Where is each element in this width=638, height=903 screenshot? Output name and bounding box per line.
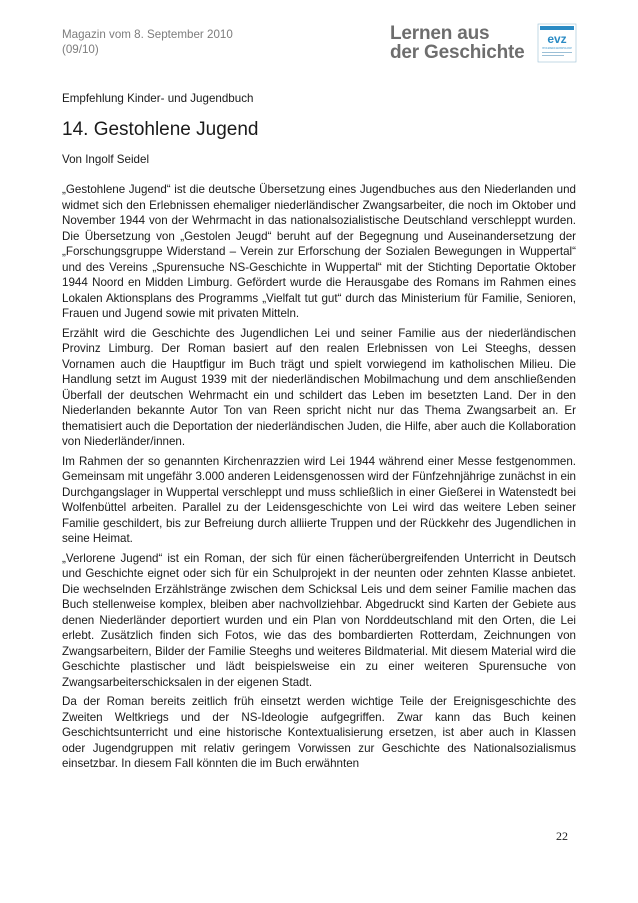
logo-line-1: Lernen aus xyxy=(390,23,490,44)
paragraph: Da der Roman bereits zeitlich früh einsetzt werden wichtige Teile der Ereignisgeschichte des Zweiten Weltkriegs und der NS-Ideologie aufgegriffen. Zwar kann das Buch keinen Geschichtsunterricht und eine historische Kontextualisierung ersetzen, ist aber auch in Klassen oder Jugendgruppen mit relativ geringem Vorwissen zur Geschichte des Nationalsozialismus einsetzbar. In diesem Fall könnten die im Buch erwähnten xyxy=(62,695,576,770)
logo-wordmark xyxy=(390,24,524,62)
article-body xyxy=(62,182,576,776)
paragraph: „Gestohlene Jugend“ ist die deutsche Übersetzung eines Jugendbuches aus den Niederlanden und widmet sich den Erlebnissen ehemaliger niederländischer Zwangsarbeiter, die noch im Oktober und November 1944 von der Wehrmacht in das nationalsozialistische Deutschland verschleppt wurden. Die Übersetzung von „Gestolen Jeugd“ beruht auf der Begegnung und Auseinandersetzung der „Forschungsgruppe Widerstand – Verein zur Erforschung der Sozialen Bewegungen in Wuppertal“ und des Vereins „Spurensuche NS-Geschichte in Wuppertal“ mit der Stichting Deportatie Oktober 1944 Noord en Midden Limburg. Gefördert wurde die Herausgabe des Romans im Rahmen eines Lokalen Aktionsplans des Programms „Vielfalt tut gut“ durch das Ministerium für Familie, Senioren, Frauen und Jugend sowie mit privaten Mitteln. xyxy=(62,183,576,320)
logo-line-2: der Geschichte xyxy=(390,42,525,63)
page-number: 22 xyxy=(556,829,568,843)
badge-text: evz xyxy=(547,32,567,46)
paragraph: Im Rahmen der so genannten Kirchenrazzien wird Lei 1944 während einer Messe festgenommen. Gemeinsam mit ungefähr 3.000 anderen Leidensgenossen wird der Fünfzehnjährige zunächst in ein Durchgangslager in Wuppertal verschleppt und muss schließlich in einer Gießerei in Watenstedt bei Wolfenbüttel arbeiten. Parallel zu der Leidensgeschichte von Lei wird das weitere Leben seiner Familie geschildert, bis zur Befreiung durch alliierte Truppen und der Rückkehr des Jugendlichen in seine Heimat. xyxy=(62,454,576,545)
magazine-header xyxy=(62,27,233,57)
magazine-issue: (09/10) xyxy=(62,43,99,56)
author-byline: Von Ingolf Seidel xyxy=(62,153,150,166)
badge-small-text: STIFTUNG ERINNERUNG VERANTWORTUNG ZUKUNFT xyxy=(542,47,573,50)
magazine-date: Magazin vom 8. September 2010 xyxy=(62,28,233,41)
category-label: Empfehlung Kinder- und Jugendbuch xyxy=(62,92,254,105)
evz-logo-icon xyxy=(538,24,576,62)
paragraph: Erzählt wird die Geschichte des Jugendlichen Lei und seiner Familie aus der niederländischen Provinz Limburg. Der Roman basiert auf den realen Erlebnissen von Lei Steeghs, dessen Vornamen auch die Hauptfigur im Buch trägt und spielt vorwiegend im katholischen Milieu. Die Handlung setzt im August 1939 mit der niederländischen Mobilmachung und dem anschließenden Überfall der deutschen Wehrmacht ein und schildert das Leben im besetzten Land. Der in den Niederlanden bekannte Autor Ton van Reen spricht nicht nur das Thema Zwangsarbeit an. Er thematisiert auch die Deportation der niederländischen Juden, die Hilfe, aber auch die Kollaboration von Niederländer/innen. xyxy=(62,326,576,448)
page-title: 14. Gestohlene Jugend xyxy=(62,119,259,140)
paragraph: „Verlorene Jugend“ ist ein Roman, der sich für einen fächerübergreifenden Unterricht in Deutsch und Geschichte eignet oder sich für ein Schulprojekt in der neunten oder zehnten Klasse anbietet. Die wechselnden Erzählstränge zwischen dem Schicksal Leis und dem seiner Familie machen das Buch stellenweise komplex, bleiben aber nachvollziehbar. Abgedruckt sind Karten der Gebiete aus denen Niederländer deportiert wurden und ein Plan von Norddeutschland mit den Orten, die Lei erlebt. Zusätzlich finden sich Fotos, wie das des bombardierten Rotterdam, Zeichnungen von Zwangsarbeitern, Bilder der Familie Steeghs und weiteres Bildmaterial. Mit diesem Material wird die Geschichte plastischer und lädt beispielsweise ein zu einer weiteren Spurensuche von Zwangsarbeiterschicksalen in der eigenen Stadt. xyxy=(62,551,576,689)
